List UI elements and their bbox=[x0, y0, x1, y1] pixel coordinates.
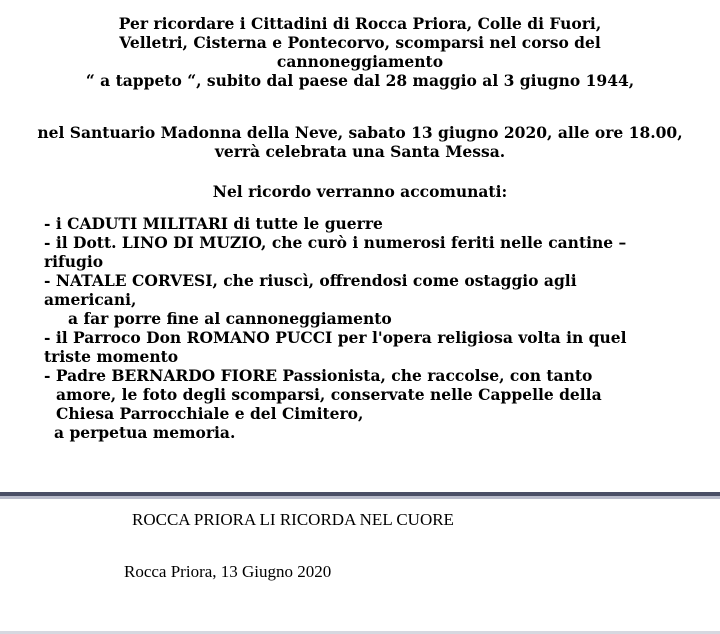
list-item-continuation: a perpetua memoria. bbox=[54, 423, 236, 442]
footer-date: Rocca Priora, 13 Giugno 2020 bbox=[124, 562, 332, 581]
intro-line: Per ricordare i Cittadini di Rocca Priora, Colle di Fuori, bbox=[118, 14, 602, 33]
section-divider bbox=[0, 492, 720, 496]
mass-announcement bbox=[0, 123, 720, 161]
list-item-continuation: amore, le foto degli scomparsi, conservate nelle Cappelle della bbox=[56, 385, 602, 404]
mass-line: nel Santuario Madonna della Neve, sabato 13 giugno 2020, alle ore 18.00, bbox=[37, 123, 683, 142]
list-item-continuation: a far porre fine al cannoneggiamento bbox=[68, 309, 392, 328]
list-item-continuation: americani, bbox=[44, 290, 137, 309]
together-heading: Nel ricordo verranno accomunati: bbox=[212, 182, 508, 201]
intro-line: cannoneggiamento bbox=[276, 52, 444, 71]
intro-paragraph bbox=[0, 14, 720, 90]
list-item: - Padre BERNARDO FIORE Passionista, che raccolse, con tanto bbox=[44, 366, 593, 385]
list-item: - il Dott. LINO DI MUZIO, che curò i numerosi feriti nelle cantine – bbox=[44, 233, 627, 252]
intro-line: “ a tappeto “, subito dal paese dal 28 maggio al 3 giugno 1944, bbox=[85, 71, 635, 90]
list-item-continuation: rifugio bbox=[44, 252, 104, 271]
list-item-continuation: triste momento bbox=[44, 347, 179, 366]
remembered-list bbox=[44, 214, 720, 442]
mass-line: verrà celebrata una Santa Messa. bbox=[214, 142, 506, 161]
list-item-continuation: Chiesa Parrocchiale e del Cimitero, bbox=[56, 404, 364, 423]
list-item: - NATALE CORVESI, che riuscì, offrendosi come ostaggio agli bbox=[44, 271, 577, 290]
footer-title: ROCCA PRIORA LI RICORDA NEL CUORE bbox=[132, 510, 454, 529]
list-item: - i CADUTI MILITARI di tutte le guerre bbox=[44, 214, 383, 233]
intro-line: Velletri, Cisterna e Pontecorvo, scomparsi nel corso del bbox=[119, 33, 601, 52]
list-item: - il Parroco Don ROMANO PUCCI per l'opera religiosa volta in quel bbox=[44, 328, 627, 347]
